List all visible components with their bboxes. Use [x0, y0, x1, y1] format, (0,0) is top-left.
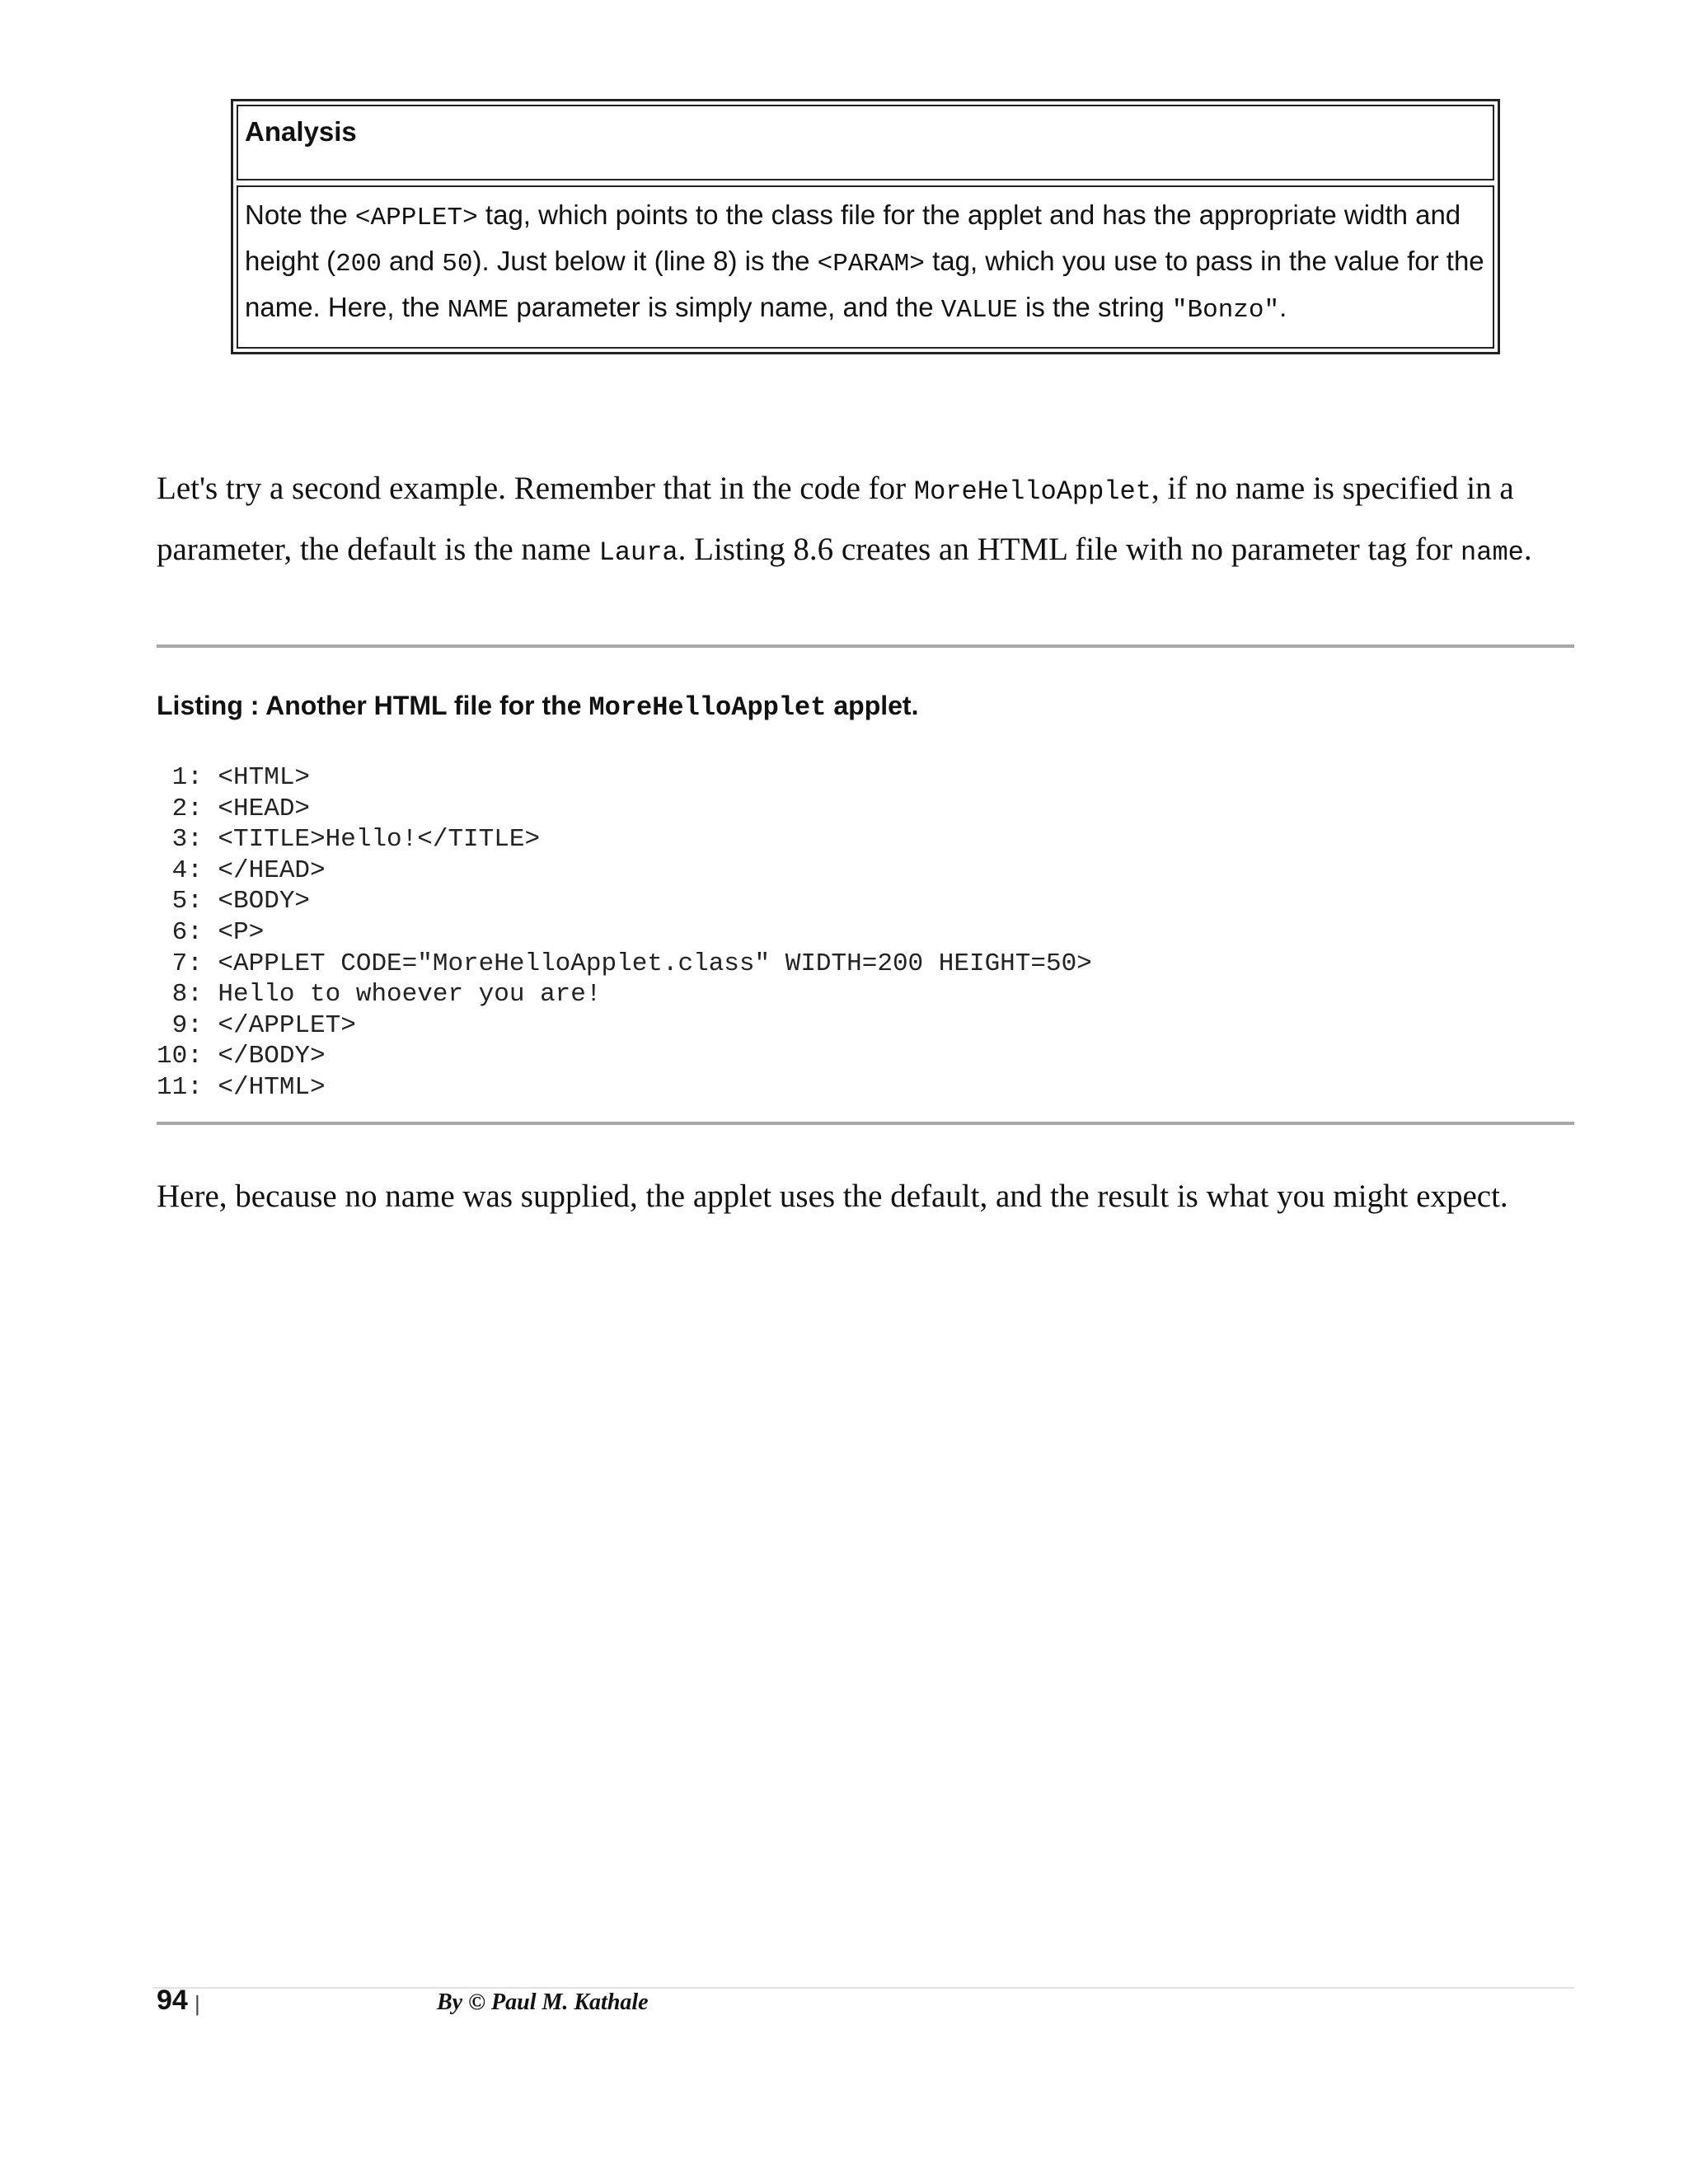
- code-line: 6: <P>: [157, 917, 265, 947]
- footer-rule: [152, 1987, 1574, 1989]
- analysis-code: VALUE: [940, 296, 1018, 325]
- analysis-code: "Bonzo": [1171, 296, 1280, 325]
- code-line: 9: </APPLET>: [157, 1010, 356, 1040]
- analysis-code: <APPLET>: [354, 204, 478, 232]
- code-line: 5: <BODY>: [157, 887, 311, 916]
- code-listing: [157, 762, 1092, 1104]
- code-line: 7: <APPLET CODE="MoreHelloApplet.class" WIDTH=200 HEIGHT=50>: [157, 949, 1092, 978]
- result-paragraph: Here, because no name was supplied, the applet uses the default, and the result is what you might expect.: [157, 1179, 1508, 1214]
- analysis-text: parameter is simply name, and the: [509, 292, 941, 322]
- paragraph-text: Let's try a second example. Remember that in the code for: [157, 471, 914, 506]
- paragraph-code: name: [1461, 537, 1524, 568]
- analysis-text: Note the: [245, 199, 355, 230]
- page-number: 94: [157, 1985, 188, 2016]
- code-line: 3: <TITLE>Hello!</TITLE>: [157, 825, 541, 855]
- code-line: 2: <HEAD>: [157, 794, 311, 823]
- analysis-heading: Analysis: [237, 105, 1494, 180]
- code-line: 8: Hello to whoever you are!: [157, 980, 602, 1010]
- paragraph-code: MoreHelloApplet: [913, 476, 1151, 507]
- analysis-text: tag, which points to the class file for the applet and has the appropriate width and height (: [245, 199, 1461, 276]
- analysis-text: is the string: [1017, 292, 1172, 322]
- listing-bottom-rule: [157, 1122, 1574, 1125]
- intro-paragraph: [157, 460, 1574, 582]
- paragraph-text: . Listing 8.6 creates an HTML file with no parameter tag for: [678, 532, 1461, 567]
- analysis-table: [231, 99, 1500, 354]
- paragraph-code: Laura: [598, 537, 678, 568]
- listing-caption-prefix: Listing : Another HTML file for the: [157, 691, 589, 720]
- analysis-text: ). Just below it (line 8) is the: [472, 246, 818, 276]
- footer-separator: |: [195, 1991, 200, 2016]
- code-line: 10: </BODY>: [157, 1042, 326, 1071]
- code-line: 4: </HEAD>: [157, 855, 326, 885]
- analysis-body: [237, 185, 1494, 349]
- paragraph-text: .: [1523, 532, 1532, 567]
- listing-top-rule: [157, 644, 1574, 648]
- listing-caption-code: MoreHelloApplet: [588, 692, 827, 723]
- analysis-text: and: [381, 246, 443, 276]
- analysis-text: tag, which you use to pass in the value for the name. Here, the: [245, 246, 1484, 322]
- code-line: 1: <HTML>: [157, 763, 311, 792]
- analysis-code: 50: [442, 250, 473, 279]
- analysis-code: NAME: [447, 296, 509, 325]
- footer-author: By © Paul M. Kathale: [437, 1990, 649, 2015]
- analysis-code: <PARAM>: [817, 250, 925, 279]
- paragraph-text: , if no name is specified in a parameter, the default is the name: [157, 471, 1514, 567]
- listing-caption: [157, 691, 918, 723]
- listing-caption-suffix: applet.: [826, 691, 919, 720]
- analysis-code: 200: [335, 250, 382, 279]
- analysis-text: .: [1279, 292, 1287, 322]
- code-line: 11: </HTML>: [157, 1072, 326, 1102]
